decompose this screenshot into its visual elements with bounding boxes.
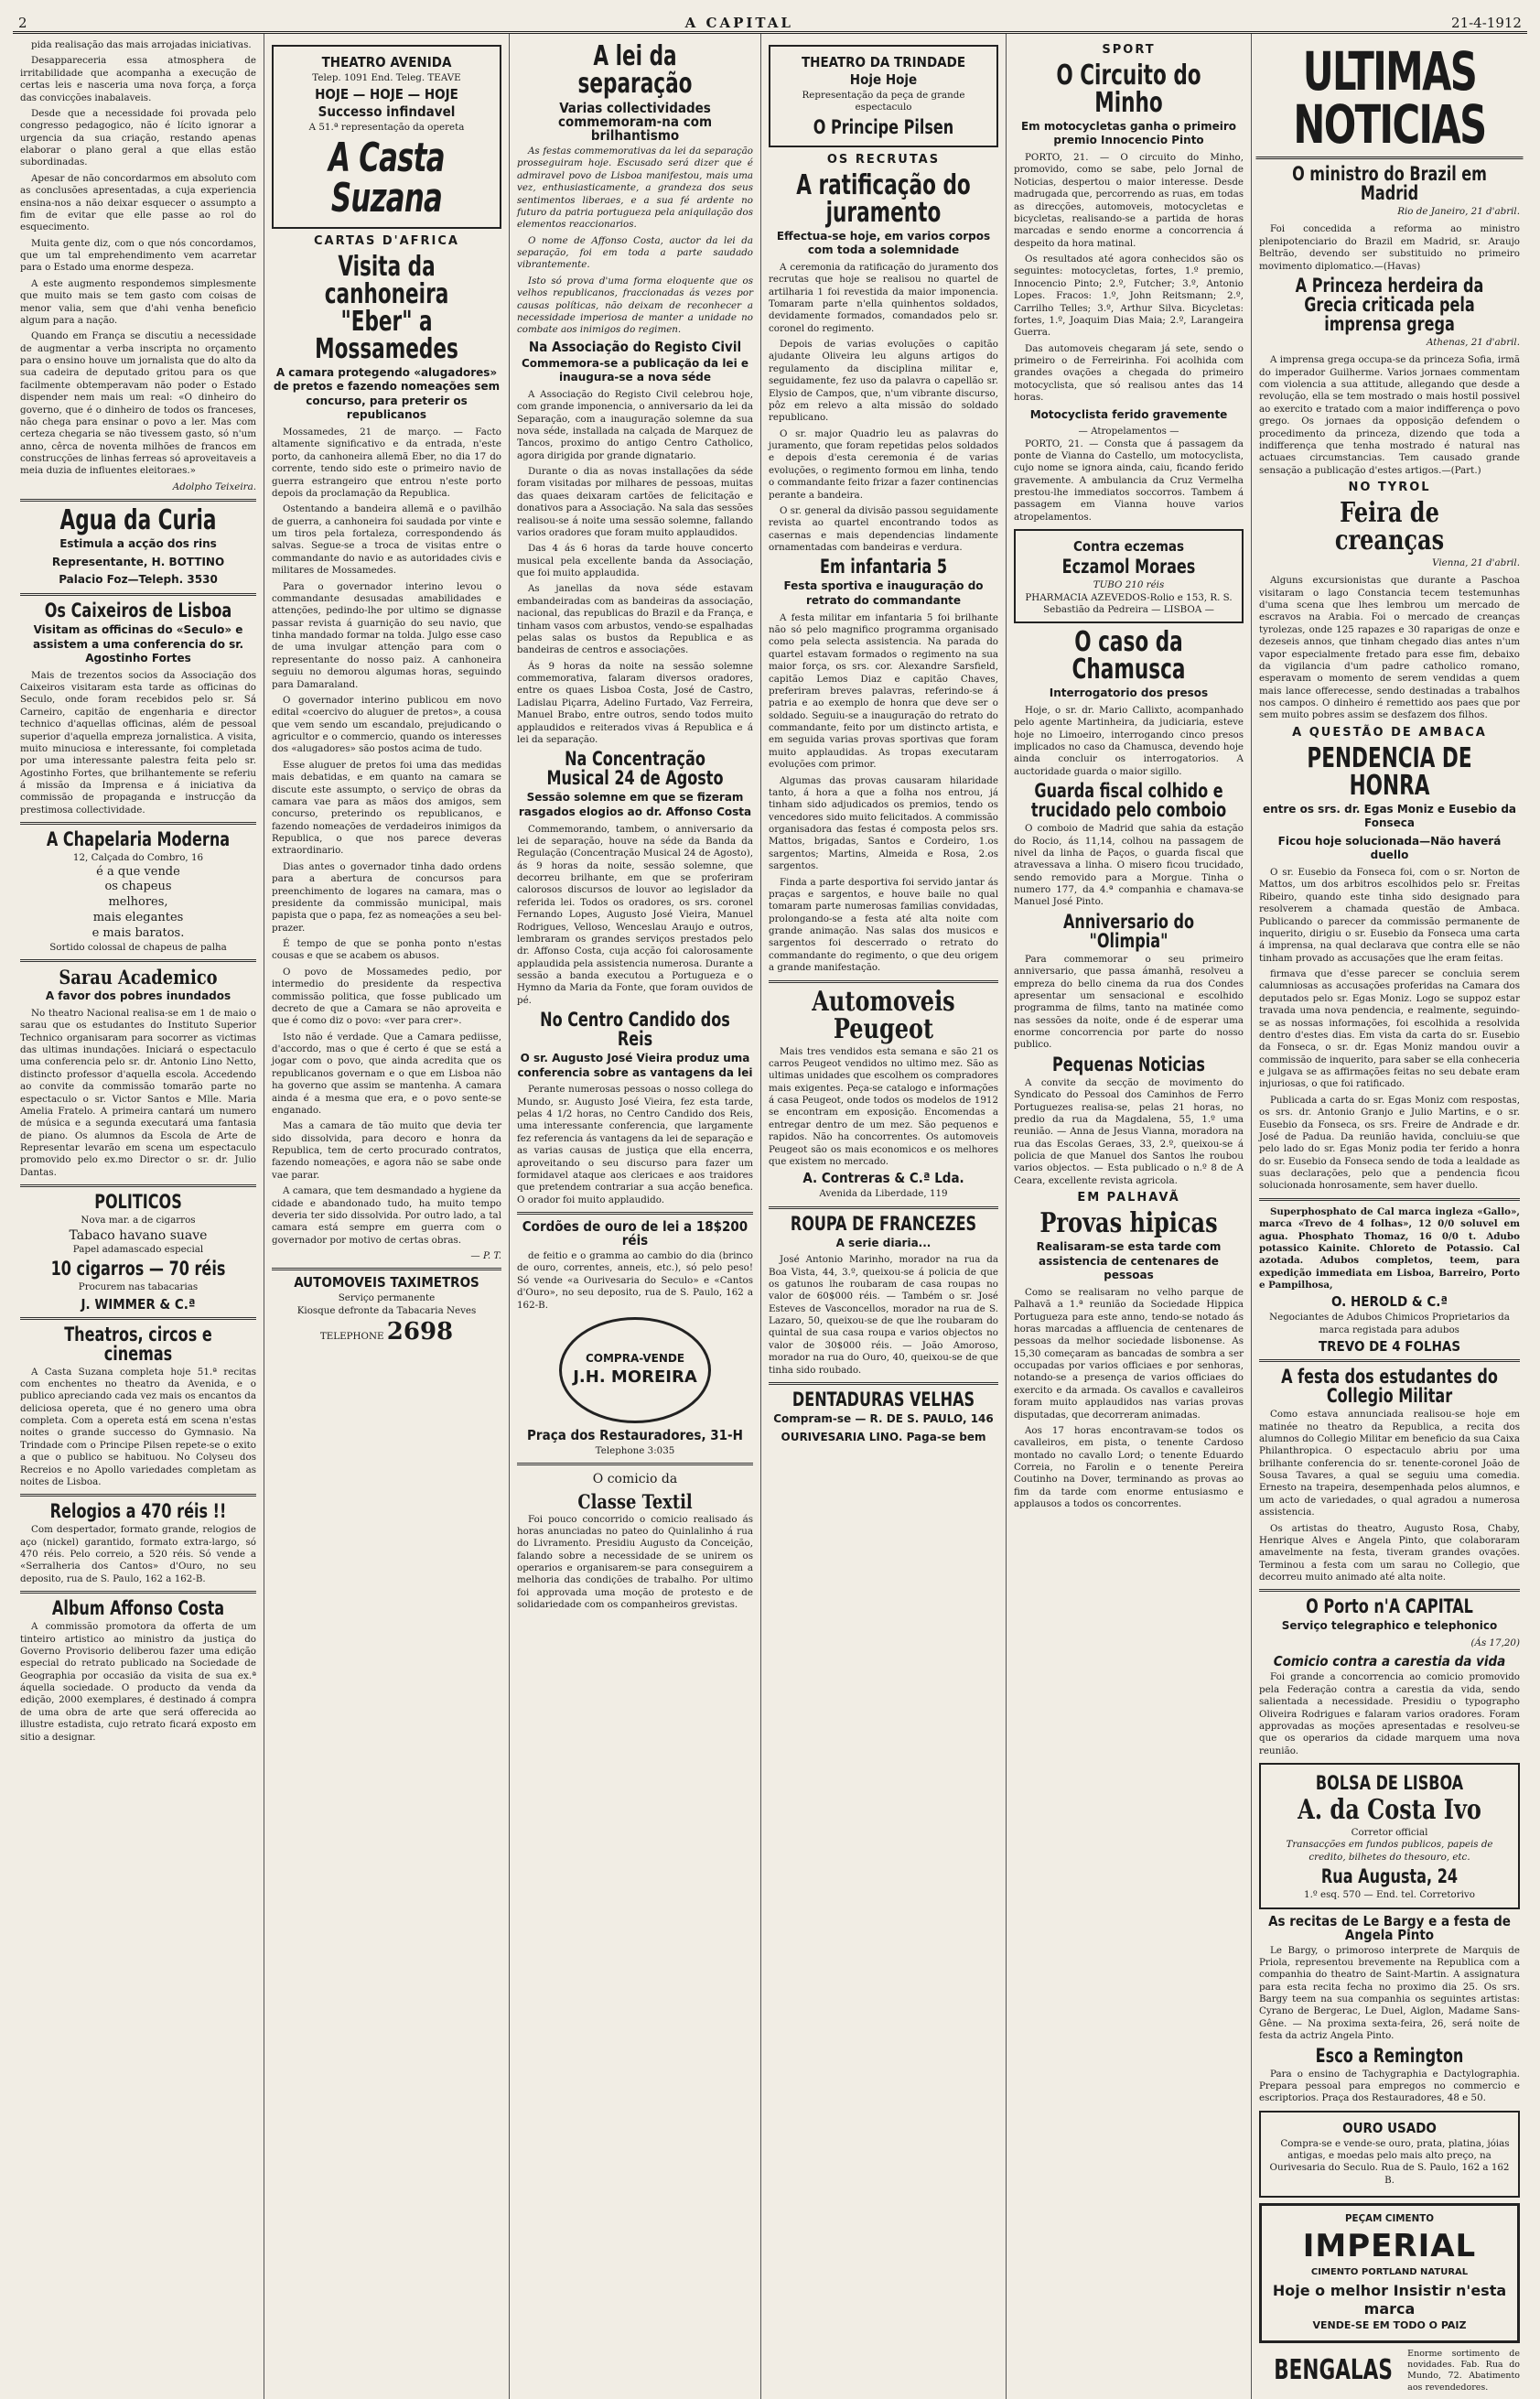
subheadline: A camara protegendo «alugadores» de pretos e fazendo nomeações sem concurso, para preterir os republicanos xyxy=(273,365,501,422)
article-text: Durante o dia as novas installações da séde foram visitadas por milhares de pessoas, muitas das quaes deixaram cartões de felicitação e donativos para a Associação. Na sala das sessões realisou-se á noite uma sessão solemne, fallando varios oradores que foram muito applaudidos. xyxy=(517,466,753,538)
section-tag: EM PALHAVÃ xyxy=(1077,1191,1180,1205)
article-text: Commemorando, tambem, o anniversario da lei de separação, houve na séde da Banda da Regulação (Concentração Musical 24 de Agosto), ás 9 horas da noite, sessão solemne, que decorreu brilhante, em que se proferiram calorosos discursos de louvor ao legislador da referida lei. Todos os oradores, os srs. coronel Fernando Lopes, Augusto José Vieira, Manuel Rodrigues, Velloso, Wenceslau Araujo e outros, lembraram os grandes serviços prestados pelo dr. Affonso Costa, cuja acção foi calorosamente applaudida pela assistencia numerosa. Durante a sessão a banda executou a Portugueza e o Hymno da Maria da Fonte, que foram ouvidos de pé. xyxy=(517,823,753,1006)
article-text: É tempo de que se ponha ponto n'estas cousas e que se acabem os abusos. xyxy=(272,938,501,962)
ad-phone: 1.º esq. 570 — End. tel. Corretorivo xyxy=(1304,1889,1475,1901)
article-text: Isto só prova d'uma forma eloquente que os velhos republicanos, fraccionadas ás vezes por causas políticas, não deixam de reconhecer a necessidade imperiosa de manter a unidade no combate aos inimigos do regimen. xyxy=(517,275,753,336)
article-text: Ás 9 horas da noite na sessão solemne commemorativa, falaram diversos oradores, entre os quaes Lisboa Costa, José de Castro, Ladislau Piçarra, Adelino Furtado, Vaz Ferreira, Manuel Brabo, entre outros, sendo todos muito applaudidos e reiterados vivas á Republica e á lei da separação. xyxy=(517,660,753,745)
article-text: firmava que d'esse parecer se concluia serem calumniosas as accusações proferidas na Camara dos deputados pelo sr. Egas Moniz. Logo se suppoz estar travada uma nova pendencia, e realmente, seguindo-se as nossas informações, foi escolhida a resolvida dentro d'estes dias. Em vista da carta do sr. Eusebio da Fonseca, o sr. dr. Egas Moniz mandou ouvir a commissão de inquerito, para saber se ella conheceria e julgava se as affirmações feitas no seu debate eram injuriosas, o que foi ratificado. xyxy=(1259,968,1520,1090)
ad-line: OURIVESARIA LINO. Paga-se bem xyxy=(781,1430,986,1443)
article-text: O governador interino publicou em novo edital «coercivo do aluguer de pretos», a cousa que vem sendo um escandalo, prejudicando o agricultor e o commercio, quando os interesses dos «alugadores» são postos acima de tudo. xyxy=(272,694,501,755)
ad-line: Kiosque defronte da Tabacaria Neves xyxy=(296,1304,477,1316)
ad-address: 12, Calçada do Combro, 16 xyxy=(72,852,204,864)
article-text: José Antonio Marinho, morador na rua da Boa Vista, 44, 3.º, queixou-se á policia de que os gatunos lhe roubaram de casa roupas no valor de 60$000 réis. — Também o sr. José Esteves de Vasconcellos, morador na rua de S. Lazaro, 50, queixou-se de que lhe roubaram do quintal de sua casa roupa e varios objectos no valor de 30$000 réis. — João Amoroso, morador na rua do Ouro, 40, queixou-se de que tinha sido roubado. xyxy=(769,1254,998,1376)
ad-line: Negociantes de Adubos Chimicos Proprietarios da marca registada para adubos xyxy=(1269,1312,1510,1335)
ad-title: Relogios a 470 réis !! xyxy=(49,1500,227,1523)
headline: As recitas de Le Bargy e a festa de Angela Pinto xyxy=(1268,1912,1511,1943)
ad-address: PHARMACIA AZEVEDOS-Rolio e 153, R. S. Sebastião da Pedreira — LISBOA — xyxy=(1025,591,1233,615)
ad-brand: IMPERIAL xyxy=(1302,2227,1477,2264)
article-text: Alguns excursionistas que durante a Paschoa visitaram o lago Constancia tecem testemunhas d'uma scena que lhes lembrou um mercado de escravos na Arabia. Foi o mercado de creanças tyrolezas, onde 125 rapazes e 30 raparigas de onze e dezeseis annos, que tinham chegado dias antes n'um vapor especialmente fretado para esse fim, debaixo da vigilancia d'um padre catholico romano, esperavam o momento de serem vendidas a quem mais lance offerecesse, sendo destinadas a trabalhos nos campos. O dinheiro é remettido aos paes que por sem muito pobres assim se desfazem dos filhos. xyxy=(1259,575,1520,721)
ad-title: DENTADURAS VELHAS xyxy=(792,1388,975,1410)
section-tag: CARTAS D'AFRICA xyxy=(314,233,459,248)
subheadline: Realisaram-se esta tarde com assistencia de centenares de pessoas xyxy=(1036,1240,1222,1282)
article-text: O comboio de Madrid que sahia da estação do Rocio, ás 11,14, colhou na passagem de nivel da linha de Paços, o guarda fiscal que atravessava a linha. O misero ficou trucidado, sendo removido para a Morgue. Tinha o numero 177, da 4.ª companhia e chamava-se Manuel José Pinto. xyxy=(1014,823,1244,908)
ad-text: Compra-se e vende-se ouro, prata, platina, jóias antigas, e moedas pelo mais alto preço, na Ourivesaria do Seculo. Rua de S. Paulo, 162 a 162 B. xyxy=(1269,2137,1510,2186)
ad-line: mais elegantes xyxy=(92,911,184,925)
ad-line: Procurem nas tabacarias xyxy=(78,1281,199,1293)
ad-firm: J. WIMMER & C.ª xyxy=(81,1295,196,1313)
ad-line: Papel adamascado especial xyxy=(72,1243,204,1255)
article-text: Das 4 ás 6 horas da tarde houve concerto musical pela excellente banda da Associação, que foi muito applaudida. xyxy=(517,543,753,579)
article-text: Desde que a necessidade foi provada pelo congresso pedagogico, não é lícito ignorar a urgencia da sua criação, restando apenas elaborar o plano geral a que ellas estão subordinadas. xyxy=(20,107,256,168)
article-text: Publicada a carta do sr. Egas Moniz com respostas, os srs. dr. Antonio Granjo e Julio Martins, e o sr. Eusebio da Fonseca, os srs. Freire de Andrade e dr. José de Padua. Da reunião havida, concluiu-se que pelo lado do sr. Egas Moniz podia ter ferido a honra do sr. Eusebio da Fonseca sendo de toda a lealdade as suas declarações, pelo que a pendencia ficou solucionada honrosamente, sem haver duello. xyxy=(1259,1094,1520,1192)
ad-line: PEÇAM CIMENTO xyxy=(1344,2213,1434,2225)
newspaper-title: A CAPITAL xyxy=(684,15,793,31)
ad-title: Esco a Remington xyxy=(1315,2044,1464,2067)
article-text: O sr. Eusebio da Fonseca foi, com o sr. Norton de Mattos, um dos arbitros escolhidos pelo sr. Freitas Ribeiro, quando este tinha sido designado para resolverem a chamada questão de Ambaca. Publicando o parecer da commissão permanente de inquerito, dirigiu o sr. Eusebio da Fonseca uma carta á imprensa, na qual declarava que contra elle se não tinham provado as accusações que lhe eram feitas. xyxy=(1259,867,1520,964)
headline: O Circuito do Minho xyxy=(1056,59,1201,119)
ad-text: Enorme sortimento de novidades. Fab. Rua do Mundo, 72. Abatimento aos revendedores. xyxy=(1407,2348,1520,2393)
article-text: O nome de Affonso Costa, auctor da lei da separação, foi em toda a parte saudado vibrantemente. xyxy=(517,234,753,271)
timestamp: (Ás 17,20) xyxy=(1470,1637,1520,1648)
article-text: As festas commemorativas da lei da separação prosseguiram hoje. Escusado será dizer que é admiravel povo de Lisboa manifestou, mais uma vez, enthusiasticamente, a grandeza dos seus sentimentos liberaes, e a sua fé ardente no futuro da patria portugueza pela aniquilação dos elementos reaccionarios. xyxy=(517,146,753,231)
ad-title: OURO USADO xyxy=(1342,2119,1437,2136)
article-text: Mossamedes, 21 de março. — Facto altamente significativo e da entrada, n'este porto, da canhoneira allemã Eber, no dia 17 do corrente, tendo sido este o primeiro navio de guerra estrangeiro que entrou n'este porto depois da proclamação da Republica. xyxy=(272,427,501,499)
headline: A lei da separação xyxy=(577,40,693,100)
ad-line: melhores, xyxy=(108,895,168,910)
signature: Adolpho Teixeira. xyxy=(172,481,256,492)
subheadline: Festa sportiva e inauguração do retrato do commandante xyxy=(783,579,984,608)
article-text: Os artistas do theatro, Augusto Rosa, Chaby, Henrique Alves e Angela Pinto, que colaboraram amavelmente na festa, tiveram grandes ovações. Terminou a festa com um sarau no Collegio, que decorreu muito animado até alta noite. xyxy=(1259,1522,1520,1583)
ad-line: é a que vende xyxy=(96,864,180,879)
headline: O ministro do Brazil em Madrid xyxy=(1292,163,1487,204)
ad-phone-label: TELEPHONE xyxy=(319,1331,384,1343)
article-text: A imprensa grega occupa-se da princeza Sofia, irmã do imperador Guilherme. Varios jornaes commentam com violencia a sua attitude, allegando que desde a revolução, ella se tem mostrado o mais hostil possivel ao exercito e tratado com a maior indifferença o povo grego. Os jornaes da opposição defendem o procedimento da princeza, dizendo que toda a indifferença que tenha mostrado é natural nas actuaes circumstancias. Tem causado grande sensação a publicação d'estes artigos.—(Part.) xyxy=(1259,354,1520,476)
column-3 xyxy=(510,34,761,2399)
headline: Em infantaria 5 xyxy=(819,556,948,578)
theatre-ad xyxy=(272,45,501,229)
ad-line: Corretor official xyxy=(1351,1827,1428,1838)
ad-text: Para o ensino de Tachygraphia e Dactylographia. Prepara pessoal para empregos no commercio e escriptorios. Praça dos Restauradores, 48 e 50. xyxy=(1259,2068,1520,2104)
ad-line: Telep. 1091 End. Teleg. TEAVE xyxy=(312,72,461,83)
article-text: Le Bargy, o primoroso interprete de Marquis de Priola, representou brevemente na Republica com a companhia do theatro de Saint-Martin. A assignatura para esta recita fecha no proximo dia 25. Os srs. Bargy teem na sua companhia os seguintes artistas: Cyrano de Bergerac, Le Duel, Aiglon, Madame Sans-Gêne. — Na proxima sexta-feira, 26, será noite de festa da actriz Angela Pinto. xyxy=(1259,1944,1520,2042)
headline: A Princeza herdeira da Grecia criticada pela imprensa grega xyxy=(1295,274,1484,335)
article-text: Isto não é verdade. Que a Camara pediisse, d'accordo, mas o que é certo é que se está a jogar com o povo, que ainda acredita que os republicanos governam e o que em Lisboa não ha governo que assim se mantenha. A camara ainda é a mesma que era, e o povo sente-se enganado. xyxy=(272,1031,501,1116)
ad-show-name: A Casta Suzana xyxy=(328,134,445,222)
article-text: Para o governador interino levou o commandante desusadas amabilidades e attenções, pedindo-lhe por ultimo se dignasse passar revista á guarnição do seu navio, que tinha mandado formar na tolda. Julgo esse caso de uma invulgar attenção para com o representante do nosso paiz. A canhoneira seguiu no demorou algumas horas, seguindo para Damaraland. xyxy=(272,580,501,690)
dateline: Athenas, 21 d'abril. xyxy=(1426,336,1520,348)
headline: Sarau Academico xyxy=(59,966,218,989)
ad-line: Nova mar. a de cigarros xyxy=(81,1215,196,1227)
ad-phone: 2698 xyxy=(386,1318,454,1346)
headline: Theatros, circos e cinemas xyxy=(64,1323,212,1365)
ad-price: 10 cigarros — 70 réis xyxy=(50,1258,226,1281)
headline: O caso da Chamusca xyxy=(1072,626,1186,686)
article-text: A commissão promotora da offerta de um tinteiro artistico ao ministro da justiça do Governo Provisorio deliberou fazer uma edição especial do retrato publicado na Sociedade de Geographia por occasião da visita de sua ex.ª áquella sociedade. O producto da venda da edição, 2000 exemplares, é destinado á compra de uma obra de arte que será offerecida ao illustre estadista, cujo retrato ficará exposto em sitio a designar. xyxy=(20,1621,256,1743)
article-text: Dias antes o governador tinha dado ordens para a abertura de concursos para preenchimento de logares na camara, mas o presidente da commissão municipal, mais papista que o papa, fez as nomeações a seu bel-prazer. xyxy=(272,860,501,934)
article-text: pida realisação das mais arrojadas iniciativas. xyxy=(31,39,252,50)
headline: Comicio contra a carestia da vida xyxy=(1273,1653,1506,1670)
ad-title: THEATRO DA TRINDADE xyxy=(801,54,966,70)
issue-date: 21-4-1912 xyxy=(1451,15,1522,31)
ad-show-name: O Principe Pilsen xyxy=(813,115,954,138)
column-6 xyxy=(1252,34,1527,2399)
article-text: Aos 17 horas encontravam-se todos os cavalleiros, em pista, o tenente Cardoso montado no cavallo Lord; o tenente Eduardo Correia, no Farolin e o tenente Pereira Coutinho na Dover, terminando as provas ao fim da tarde com enorme entusiasmo e applausos a todos os concorrentes. xyxy=(1014,1424,1244,1510)
ad-line: Serviço permanente xyxy=(338,1292,436,1304)
article-text: Como se realisaram no velho parque de Palhavã a 1.ª reunião da Sociedade Hippica Portugueza para este anno, tendo-se notado ás horas marcadas a affluencia de centenares de pessoas da melhor sociedade lisbonense. As 15,30 começaram as bancadas de sombra a ser occupadas por varios officiaes e por senhoras, notando-se a presença de varios officiaes do exercito e da armada. Os cavallos e cavalleiros foram muito applaudidos nas varias provas disputadas, que decorreram animadas. xyxy=(1014,1286,1244,1421)
seal-sub: COMPRA-VENDE xyxy=(585,1352,685,1366)
ad-title: A Chapelaria Moderna xyxy=(46,828,231,851)
ad-brand: TREVO DE 4 FOLHAS xyxy=(1318,1338,1461,1356)
article-text: Depois de varias evoluções o capitão ajudante Oliveira leu alguns artigos do regulamento da disciplina militar e, seguidamente, fez uso da palavra o capellão sr. Elysio de Campos, que, n'um vibrante discurso, pôz em relevo a alta missão do soldado republicano. xyxy=(769,339,998,424)
subheadline: Varias collectividades commemoram-na com brilhantismo xyxy=(557,100,713,144)
ad-phone: Telephone 3:035 xyxy=(595,1444,675,1456)
headline: Guarda fiscal colhido e trucidado pelo comboio xyxy=(1030,780,1227,822)
article-text: O sr. general da divisão passou seguidamente revista ao quartel encontrando todos as casernas e mais dependencias lindamente ornamentadas com bandeiras e verdura. xyxy=(769,504,999,554)
ad-firm: A. da Costa Ivo xyxy=(1298,1794,1481,1826)
ad-line: A 51.ª representação da opereta xyxy=(308,122,465,134)
subheadline: O sr. Augusto José Vieira produz uma conferencia sobre as vantagens da lei xyxy=(517,1052,753,1079)
article-text: O povo de Mossamedes pedio, por intermedio do presidente da respectiva commissão politica, que fosse publicado um decreto de que a Camara se não aproveita e que é como diz o povo: «ver para crer». xyxy=(272,966,501,1027)
article-text: Ostentando a bandeira allemã e o pavilhão de guerra, a canhoneira foi saudada por vinte e um tiros pela fortaleza, correspondendo ás salvas. Segue-se a troca de visitas entre o commandante do navio e as autoridades civis e militares de Mossamedes. xyxy=(272,503,501,577)
article-text: Desappareceria essa atmosphera de irritabilidade que acompanha a execução de certas leis e nasceria uma nova força, a força das convicções inabalaveis. xyxy=(20,55,256,103)
ad-title: Agua da Curia xyxy=(59,504,217,537)
subheadline: Interrogatorio dos presos xyxy=(1049,686,1209,700)
subheadline: Effectua-se hoje, em varios corpos com toda a solemnidade xyxy=(776,229,991,257)
article-text: Mas a camara de tão muito que devia ter sido dissolvida, para decoro e honra da Republica, tem de certo procurado contratos, fazendo nomeações, e agora não se sabe onde vae parar. xyxy=(272,1120,501,1181)
article-text: A convite da secção de movimento do Syndicato do Pessoal dos Caminhos de Ferro Portuguezes realisa-se, pelas 21 horas, no predio da rua da Magdalena, 55, 1.º uma reunião. — Anna de Jesus Vianna, moradora na rua das Escolas Geraes, 33, 2.º, queixou-se á policia de que Manuel dos Santos lhe roubou varios objectos. — Esta publicado o n.º 8 de A Ceara, excellente revista agricola. xyxy=(1014,1076,1244,1186)
headline: Na Concentração Musical 24 de Agosto xyxy=(546,748,724,790)
article-text: Mais de trezentos socios da Associação dos Caixeiros visitaram esta tarde as officinas do Seculo, onde foram recebidos pelo sr. Sá Carneiro, capitão de engenharia e director technico d'aquellas officinas, além de pessoal superior d'aquella empreza jornalistica. A visita, muito minuciosa e interessante, foi completada por uma interessante palestra feita pelo sr. Agostinho Fortes, que brilhantemente se referiu á missão da Imprensa e á iniciativa da commissão de propaganda e instrucção da prestimosa collectividade. xyxy=(20,669,256,816)
ad-text: Superphosphato de Cal marca ingleza «Gallo», marca «Trevo de 4 folhas», 12 0/0 soluvel em agua. Phosphato Thomaz, 16 0/0 t. Adubo potassico Kainite. Chloreto de Potassio. Cal azotada. Adubos completos, teem, para expedição immediata em Lisboa, Barreiro, Porto e Pampilhosa, xyxy=(1259,1205,1520,1291)
article-text: Quando em França se discutiu a necessidade de augmentar a verba inscripta no orçamento para o ensino houve um jornalista que do alto da sua cadeira de deputado gritou para os que facilmente obtemperavam não poder o Estado dispender nem mais um real: «O dinheiro do governo, que é o dinheiro de todos os franceses, não chega para ensinar o povo a ler. Mas com certeza chegaria se não tivessem gasto, só n'um anno, cêrca de noventa milhões de francos em construcções de linhas ferreas só aproveitaveis a meia duzia de influentes eleitoraes.» xyxy=(20,330,256,477)
cement-ad xyxy=(1259,2203,1520,2342)
ad-text: Mais tres vendidos esta semana e são 21 os carros Peugeot vendidos no ultimo mez. São as ultimas unidades que escolhem os compradores mais exigentes. Peça-se catalogo e informações á casa Peugeot, onde todos os modelos de 1912 se encontram em exposição. Encomendas a entregar dentro de um mez. São pequenos e rapidos. Não ha concorrentes. Os automoveis Peugeot são os mais economicos e os melhores que existem no mercado. xyxy=(769,1045,998,1167)
article-text: No theatro Nacional realisa-se em 1 de maio o sarau que os estudantes do Instituto Superior Technico organisaram para socorrer as victimas das ultimas inundações. Iniciará o espectaculo uma conferencia pelo sr. dr. Antonio Lino Netto, distincto professor d'aquella escola. Accedendo ao convite da commissão tomarão parte no espectaculo o sr. Victor Santos e Mlle. Maria Amelia Fratelo. A primeira cantará um numero de música e a segunda executará uma fantasia de piano. Os alumnos da Escola de Arte de Representar levarão em scena um espectaculo promovido pelo ex.mo Director o sr. dr. Julio Dantas. xyxy=(20,1007,256,1178)
ad-firm: A. Contreras & C.ª Lda. xyxy=(802,1170,964,1187)
ad-line: HOJE — HOJE — HOJE xyxy=(315,86,458,103)
article-text: Para commemorar o seu primeiro anniversario, que passa ámanhã, resolveu a empreza do bello cinema da rua dos Condes apresentar um sensacional e escolhido programma de films, tanto na matinée como nas sessões da noite, onde é de esperar uma enorme concorrencia por parte do nosso publico. xyxy=(1014,953,1244,1051)
bolsa-ad xyxy=(1259,1763,1520,1909)
subheadline: A serie diaria... xyxy=(835,1236,932,1249)
article-text: Muita gente diz, com o que nós concordamos, que um tal emprehendimento vem acarretar para o Estado uma enorme despeza. xyxy=(20,237,256,274)
page-number: 2 xyxy=(18,15,27,31)
dateline: Rio de Janeiro, 21 d'abril. xyxy=(1397,206,1520,217)
article-text: A Associação do Registo Civil celebrou hoje, com grande imponencia, o anniversario da lei da Separação, com a inauguração solemne da sua nova séde, installada na calçada de Marquez de Tancos, proximo do antigo Centro Catholico, agora dirigida por grande dignatario. xyxy=(517,388,753,461)
ad-line: CIMENTO PORTLAND NATURAL xyxy=(1310,2266,1469,2277)
article-text: Foi concedida a reforma ao ministro plenipotenciario do Brazil em Madrid, sr. Araujo Beltrão, devendo ser substituido no primeiro movimento diplomatico.—(Havas) xyxy=(1259,223,1520,272)
headline: Classe Textil xyxy=(577,1489,693,1513)
section-tag: OS RECRUTAS xyxy=(826,152,941,167)
article-text: O sr. major Quadrio leu as palavras do juramento, que foram repetidas pelos soldados e depois d'esta ceremonia é de varias evoluções, o regimento formou em linha, tendo o commandante feito frizar a fazer continencias perante a bandeira. xyxy=(769,427,998,501)
ad-text: de feitio e o gramma ao cambio do dia (brinco de ouro, correntes, anneis, etc.), só pelo peso! Só vende «a Ourivesaria do Seculo» e «Cantos d'Ouro», no seu deposito, rua de S. Paulo, 162 a 162-B. xyxy=(517,1250,753,1311)
ad-title: AUTOMOVEIS TAXIMETROS xyxy=(294,1274,479,1291)
headline: Os Caixeiros de Lisboa xyxy=(44,599,232,621)
subheadline: Serviço telegraphico e telephonico xyxy=(1281,1619,1498,1633)
article-text: A este augmento respondemos simplesmente que muito mais se tem gasto com coisas de menor valia, sem que d'ahi venha beneficio algum para a nação. xyxy=(20,277,256,326)
article-text: A festa militar em infantaria 5 foi brilhante não só pelo magnifico programma organisado como pela selecta assistencia. Na parada do quartel estavam formados o regimento na sua maior força, os srs. cor. Alexandre Sarsfield, capitão Lemos Diaz e capitão Chaves, preferiram breves palavras, referindo-se á patria e ao exemplo de honra que deve ser o soldado. Seguiu-se a inauguração do retrato do commandante, feito por um distincto artista, e em seguida varias provas sportivas que foram muito applaudidas. As tropas executaram evoluções com primor. xyxy=(769,611,998,771)
ad-firm: O. HEROLD & C.ª xyxy=(1331,1293,1448,1311)
section-tag: A QUESTÃO DE AMBACA xyxy=(1292,725,1487,740)
ad-line: Representação da peça de grande espectaculo xyxy=(802,90,965,113)
jeweller-seal-logo xyxy=(559,1317,711,1423)
ad-title: POLITICOS xyxy=(94,1191,182,1214)
ad-title: THEATRO AVENIDA xyxy=(321,54,452,70)
ad-line: Hoje Hoje xyxy=(849,71,918,88)
ad-line: os chapeus xyxy=(104,880,172,894)
section-tag: NO TYROL xyxy=(1348,481,1431,494)
headline: A festa dos estudantes do Collegio Militar xyxy=(1281,1366,1498,1408)
column-5 xyxy=(1007,34,1252,2399)
subheadline: Ficou hoje solucionada—Não haverá duello xyxy=(1277,834,1502,862)
article-text: Como estava annunciada realisou-se hoje em matinée no theatro da Republica, a recita dos alumnos do Collegio Militar em beneficio da sua Caixa Philanthropica. O espectaculo abriu por uma brilhante conferencia do sr. tenente-coronel João de Sousa Tavares, a qual se seguiu uma comedia. Ernesto na trapeira, desempenhada pelos alumnos, e um acto de variedades, o qual agradou a numerosa assistencia. xyxy=(1259,1409,1520,1518)
ouro-ad xyxy=(1259,2111,1520,2199)
article-text: Foi pouco concorrido o comicio realisado ás horas anunciadas no pateo do Quinlalinho á rua do Livramento. Presidiu Augusto da Conceição, falando sobre a necessidade de se unirem os operarios e organisarem-se para conseguirem a melhoria das condições de trabalho. Por ultimo foi approvada uma moção de protesto e de solidariedade com os companheiros grevistas. xyxy=(517,1513,753,1611)
subheadline: A favor dos pobres inundados xyxy=(45,989,232,1003)
ad-line: Compram-se — R. DE S. PAULO, 146 xyxy=(773,1411,994,1425)
ad-address: Rua Augusta, 24 xyxy=(1320,1865,1459,1888)
ad-title: BENGALAS xyxy=(1274,2354,1393,2387)
ad-rep: Representante, H. BOTTINO xyxy=(51,555,225,568)
ad-title: Cordões de ouro de lei a 18$200 réis xyxy=(522,1218,748,1249)
ad-line: Sortido colossal de chapeus de palha xyxy=(49,942,227,954)
headline: No Centro Candido dos Reis xyxy=(540,1009,730,1051)
article-text: Esse aluguer de pretos foi uma das medidas mais debatidas, e em quanto na camara se discute este assumpto, o serviço de obras da camara vae para as mãos dos amigos, sem concurso, preterindo os republicanos, e fazendo nomeações de verdadeiros inimigos da Republica, o que nos parece deveras extraordinario. xyxy=(272,759,501,857)
columns xyxy=(13,34,1527,2393)
column-2 xyxy=(264,34,510,2399)
headline: Provas hipicas xyxy=(1039,1207,1218,1240)
headline: Feira de creanças xyxy=(1334,496,1445,557)
article-text: A ceremonia da ratificação do juramento dos recrutas que hoje se realisou no quartel de artilharia 1 foi revestida da maior imponencia. Tomaram parte n'ella quinhentos soldados, devidamente formados, comandados pelo sr. coronel do regimento. xyxy=(769,261,998,334)
headline: Visita da canhoneira "Eber" a Mossamedes xyxy=(315,250,458,365)
ad-slogan: Hoje o melhor Insistir n'esta marca xyxy=(1272,2281,1507,2318)
headline: Anniversario do "Olimpia" xyxy=(1062,910,1195,952)
headline: Pequenas Noticias xyxy=(1052,1053,1205,1075)
theatre-ad xyxy=(769,45,998,147)
article-text: A camara, que tem desmandado a hygiene da cidade e abandonado tudo, ha muito tempo deveria ter sido dissolvida. Por outro lado, a tal camara está sempre em guerra com o governador por motivo de certas obras. xyxy=(272,1185,501,1246)
signature: — P. T. xyxy=(470,1250,501,1262)
ad-address: Avenida da Liberdade, 119 xyxy=(819,1188,948,1200)
article-text: As janellas da nova séde estavam embandeiradas com as bandeiras da associação, nacional, das republicas do Brazil e da França, e tinham vasos com arbustos, vendo-se espalhadas pelas salas os bustos da Republica e as bandeiras de centros e associações. xyxy=(517,583,753,656)
headline: Na Associação do Registo Civil xyxy=(528,338,742,355)
headline: ROUPA DE FRANCEZES xyxy=(790,1212,977,1235)
section-tag: SPORT xyxy=(1102,43,1156,57)
seal-text: J.H. MOREIRA xyxy=(573,1367,697,1388)
headline: A ratificação do juramento xyxy=(796,168,971,229)
subheadline: entre os srs. dr. Egas Moniz e Eusebio da Fonseca xyxy=(1262,802,1517,830)
dateline: Vienna, 21 d'abril. xyxy=(1432,557,1520,568)
article-text: Foi grande a concorrencia ao comicio promovido pela Federação contra a carestia da vida, sendo salientada a necessidade. Presidiu o typographo Oliveira Rodrigues e falaram varios oradores. Foram approvadas as moções apresentadas e resolveu-se que os operarios da cidade marquem uma nova reunião. xyxy=(1259,1671,1520,1756)
subheadline: Commemora-se a publicação da lei e inaugura-se a nova séde xyxy=(521,356,748,384)
ad-title: BOLSA DE LISBOA xyxy=(1315,1772,1464,1794)
subheadline: — Atropelamentos — xyxy=(1078,426,1179,438)
article-text: Apesar de não concordarmos em absoluto com as conclusões apresentadas, a cuja experiencia ensina-nos a não deixar esquecer o assumpto a fim de evitar que elle passe ao rol do esquecimento. xyxy=(20,172,256,233)
column-4 xyxy=(761,34,1007,2399)
ad-line: Successo infindavel xyxy=(318,103,456,121)
ad-line: Transacções em fundos publicos, papeis de credito, bilhetes do thesouro, etc. xyxy=(1286,1839,1493,1863)
ad-address: Palacio Foz—Teleph. 3530 xyxy=(59,573,218,587)
headline: Motocyclista ferido gravemente xyxy=(1029,407,1228,421)
ad-title: Contra eczemas xyxy=(1072,538,1185,556)
article-text: PORTO, 21. — Consta que á passagem da ponte de Vianna do Castello, um motocyclista, cujo nome se ignora ainda, caiu, ficando ferido gravemente. A ambulancia da Cruz Vermelha prestou-lhe immediatos soccorros. Tambem á passagem em Vianna houve varios atropelamentos. xyxy=(1014,438,1244,523)
headline: PENDENCIA DE HONRA xyxy=(1307,741,1472,802)
ad-subtitle: Estimula a acção dos rins xyxy=(59,537,217,551)
article-text: Os resultados até agora conhecidos são os seguintes: motocycletas, fortes, 1.º premio, Innocencio Pinto; 2.º, Futcher; 3.º, Antonio Lopes. Fracos: 1.º, John Reitsmann; 2.º, Carrilho Telles; 3.º, Arthur Silva. Bicycletas: fortes, 1.º, Joaquim Dias Maia; 2.º, Larangeira Guerra. xyxy=(1014,254,1244,339)
article-text: Algumas das provas causaram hilaridade tanto, á hora a que a folha nos entrou, já tinham sido adjudicados os premios, tendo os vencedores sido muito felicitados. A commissão organisadora das festas é composta pelos srs. Mattos, brigadas, Santos e Cordeiro, 1.os sargentos; Martins, Almeida e Rosa, 2.os sargentos. xyxy=(769,774,998,872)
ad-address: Praça dos Restauradores, 31-H xyxy=(527,1426,743,1443)
subheadline: Sessão solemne em que se fizeram rasgados elogios ao dr. Affonso Costa xyxy=(518,791,752,818)
article-text: Perante numerosas pessoas o nosso collega do Mundo, sr. Augusto José Vieira, fez esta tarde, pelas 4 1/2 horas, no Centro Candido dos Reis, uma interessante conferencia, que largamente fez referencia ás vantagens da lei de separação e as varias causas de justiça que ella encerra, aproveitando o seu discurso para fazer um formidavel ataque aos clericaes e aos traidores que pretendem contrariar a sua acção benefica. O orador foi muito applaudido. xyxy=(517,1084,753,1205)
ad-line: Tabaco havano suave xyxy=(69,1227,208,1243)
section-tag: O comicio da xyxy=(592,1472,678,1487)
article-text: A Casta Suzana completa hoje 51.ª recitas com enchentes no theatro da Avenida, e o publico apreciando cada vez mais os encantos da deliciosa opereta, que é no genero uma obra completa. Com a opereta está em scena n'estas noites o grande successo do Gymnasio. Na Trindade com o Principe Pilsen repete-se o exito a que o publico se habituou. No Colyseu dos Recreios e no Apollo variedades completam as noites de Lisboa. xyxy=(20,1366,256,1487)
article-text: Hoje, o sr. dr. Mario Callixto, acompanhado pelo agente Martinheira, da judiciaria, esteve hoje no Limoeiro, interrogando cinco presos implicados no caso da Chamusca, devendo hoje ainda concluir os interrogatorios. A auctoridade guarda o maior sigillo. xyxy=(1014,704,1244,777)
masthead xyxy=(13,0,1527,34)
subheadline: Em motocycletas ganha o primeiro premio Innocencio Pinto xyxy=(1020,119,1237,147)
banner-headline: ULTIMAS NOTICIAS xyxy=(1256,45,1524,159)
headline: Album Affonso Costa xyxy=(51,1597,225,1620)
ad-line: e mais baratos. xyxy=(92,926,185,941)
article-text: PORTO, 21. — O circuito do Minho, promovido, como se sabe, pelo Jornal de Noticias, despertou o maior interesse. Desde madrugada que, percorrendo as ruas, em todas as direcções, automoveis, motocycletas e bicycletas, realisando-se a partida de horas marcadas e sendo enorme a concorrencia á despeito da hora matinal. xyxy=(1014,152,1244,249)
ad-product: Eczamol Moraes xyxy=(1061,556,1196,578)
ad-line: VENDE-SE EM TODO O PAIZ xyxy=(1312,2319,1467,2332)
eczamol-ad xyxy=(1014,529,1244,623)
column-1 xyxy=(13,34,264,2399)
article-text: Finda a parte desportiva foi servido jantar ás praças e sargentos, e houve baile no qual tomaram parte numerosas familias convidadas, prolongando-se a festa até alta noite com grande animação. Nas salas dos musicos e sargentos foi descerrado o retrato do commandante do regimento, o que deu origem a grande manifestação. xyxy=(769,876,998,974)
ad-text: Com despertador, formato grande, relogios de aço (nickel) garantido, formato extra-largo, só 470 réis. Pelo correio, a 520 réis. Só vende a «Serralheria dos Cantos» d'Ouro, no seu deposito, rua de S. Paulo, 162 a 162-B. xyxy=(20,1524,256,1584)
subheadline: Visitam as officinas do «Seculo» e assistem a uma conferencia do sr. Agostinho Fortes xyxy=(32,622,244,665)
ad-price: TUBO 210 réis xyxy=(1093,579,1165,591)
section-title: O Porto n'A CAPITAL xyxy=(1306,1595,1473,1618)
article-text: Das automoveis chegaram já sete, sendo o primeiro o de Ferreirinha. Foi acolhida com grandes ovações a chegada do primeiro motocyclista, que só realisou antes das 14 horas. xyxy=(1014,342,1244,404)
ad-title: Automoveis Peugeot xyxy=(812,985,955,1045)
